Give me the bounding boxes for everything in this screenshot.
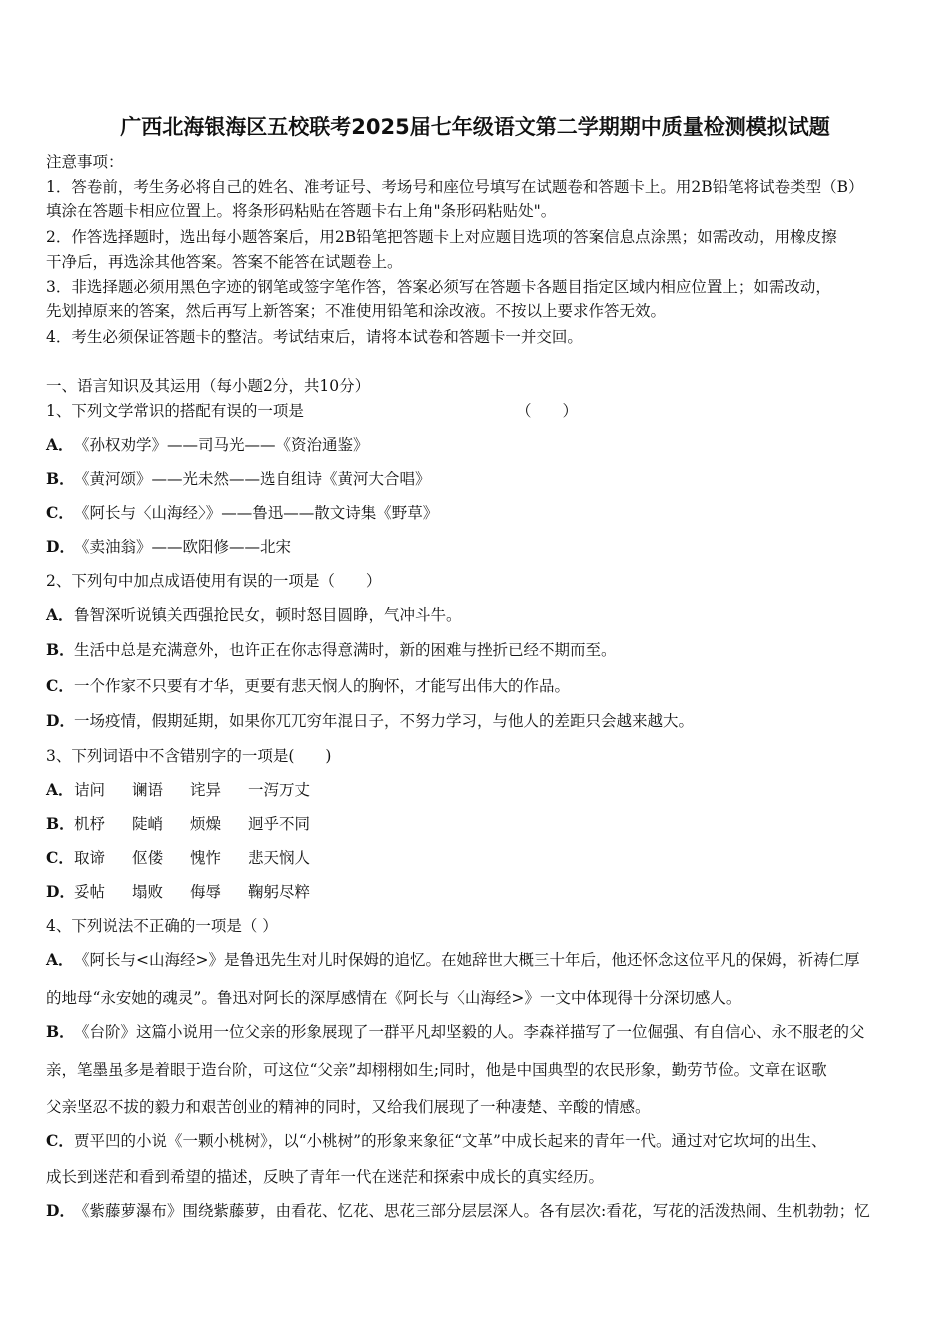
option-a — [46, 780, 310, 800]
option-word: 一泻万丈 — [248, 781, 311, 799]
notice-line: 1．答卷前，考生务必将自己的姓名、准考证号、考场号和座位号填写在试题卷和答题卡上。用2B铅笔将试卷类型（B） — [46, 178, 864, 196]
option-a — [46, 605, 462, 625]
option-word: 诘问 — [74, 781, 106, 799]
notice-line: 填涂在答题卡相应位置上。将条形码粘贴在答题卡右上角"条形码粘贴处"。 — [46, 202, 557, 220]
option-a — [46, 950, 859, 970]
option-word: 迥乎不同 — [248, 815, 311, 833]
option-label: C． — [46, 676, 74, 695]
question-2-stem: 2、下列句中加点成语使用有误的一项是（ ） — [46, 572, 382, 590]
option-d — [46, 1201, 870, 1221]
option-word: 妥帖 — [74, 883, 106, 901]
option-word: 诧异 — [190, 781, 222, 799]
option-text: 生活中总是充满意外，也许正在你志得意满时，新的困难与挫折已经不期而至。 — [74, 641, 617, 659]
question-1-stem — [46, 401, 304, 421]
option-c — [46, 676, 570, 696]
option-label: D． — [46, 882, 75, 901]
option-label: D． — [46, 1201, 75, 1220]
option-text: 《黄河颂》——光未然——选自组诗《黄河大合唱》 — [74, 470, 431, 488]
option-text: 贾平凹的小说《一颗小桃树》，以“小桃树”的形象来象征“文革”中成长起来的青年一代。通过对它坎坷的出生、 — [74, 1132, 827, 1150]
notice-heading: 注意事项： — [46, 153, 124, 171]
option-d — [46, 537, 291, 557]
option-label: C． — [46, 1131, 74, 1150]
option-text: 《孙权劝学》——司马光——《资治通鉴》 — [74, 436, 369, 454]
option-label: C． — [46, 503, 74, 522]
option-label: B． — [46, 814, 75, 833]
option-c — [46, 1131, 826, 1151]
option-text: 《阿长与〈山海经〉》——鲁迅——散文诗集《野草》 — [74, 504, 439, 522]
option-label: A． — [46, 435, 74, 454]
option-word: 谰语 — [132, 781, 164, 799]
option-a-continued: 的地母“永安她的魂灵”。鲁迅对阿长的深厚感情在《阿长与〈山海经>》一文中体现得十分深切感人。 — [46, 989, 742, 1007]
notice-line: 4．考生必须保证答题卡的整洁。考试结束后，请将本试卷和答题卡一并交回。 — [46, 328, 583, 346]
notice-line: 2．作答选择题时，选出每小题答案后，用2B铅笔把答题卡上对应题目选项的答案信息点涂黑；如需改动，用橡皮擦 — [46, 228, 837, 246]
section-heading: 一、语言知识及其运用（每小题2分，共10分） — [46, 377, 371, 395]
page-title: 广西北海银海区五校联考2025届七年级语文第二学期期中质量检测模拟试题 — [120, 115, 830, 139]
option-text: 《卖油翁》——欧阳修——北宋 — [74, 538, 292, 556]
option-label: B． — [46, 640, 75, 659]
option-text: 一个作家不只要有才华，更要有悲天悯人的胸怀，才能写出伟大的作品。 — [74, 677, 571, 695]
option-word: 悲天悯人 — [248, 849, 311, 867]
option-text: 《紫藤萝瀑布》围绕紫藤萝，由看花、忆花、思花三部分层层深人。各有层次:看花，写花的活泼热闹、生机勃勃；忆 — [74, 1202, 870, 1220]
option-text: 《阿长与<山海经>》是鲁迅先生对儿时保姆的追忆。在她辞世大概三十年后，他还怀念这位平凡的保姆，祈祷仁厚 — [74, 951, 860, 969]
option-d — [46, 711, 694, 731]
option-b — [46, 640, 617, 660]
option-text: 一场疫情，假期延期，如果你兀兀穷年混日子，不努力学习，与他人的差距只会越来越大。 — [74, 712, 695, 730]
option-b — [46, 814, 310, 834]
option-label: A． — [46, 780, 74, 799]
option-label: D． — [46, 711, 75, 730]
option-b — [46, 469, 431, 489]
question-1-text: 1、下列文学常识的搭配有误的一项是 — [46, 402, 304, 420]
option-word: 陡峭 — [132, 815, 164, 833]
option-b — [46, 1022, 865, 1042]
option-word: 机杼 — [74, 815, 106, 833]
option-word: 伛偻 — [132, 849, 164, 867]
option-d — [46, 882, 310, 902]
notice-line: 干净后，再选涂其他答案。答案不能答在试题卷上。 — [46, 253, 403, 271]
question-3-stem: 3、下列词语中不含错别字的一项是( ) — [46, 747, 332, 765]
question-4-stem: 4、下列说法不正确的一项是（ ） — [46, 917, 278, 935]
option-label: D． — [46, 537, 75, 556]
option-word: 烦燥 — [190, 815, 222, 833]
option-b-continued: 亲，笔墨虽多是着眼于造台阶，可这位“父亲”却栩栩如生;同时，他是中国典型的农民形象，勤劳节俭。文章在讴歌 — [46, 1061, 827, 1079]
option-label: B． — [46, 1022, 75, 1041]
option-c — [46, 848, 310, 868]
option-word: 塌败 — [132, 883, 164, 901]
option-word: 侮辱 — [190, 883, 222, 901]
option-word: 取谛 — [74, 849, 106, 867]
answer-parentheses: （ ） — [516, 402, 579, 420]
option-b-continued: 父亲坚忍不拔的毅力和艰苦创业的精神的同时，又给我们展现了一种凄楚、辛酸的情感。 — [46, 1098, 651, 1116]
notice-line: 先划掉原来的答案，然后再写上新答案；不准使用铅笔和涂改液。不按以上要求作答无效。 — [46, 302, 667, 320]
option-word: 鞠躬尽粹 — [248, 883, 311, 901]
option-label: A． — [46, 950, 74, 969]
option-label: B． — [46, 469, 75, 488]
option-text: 鲁智深听说镇关西强抢民女，顿时怒目圆睁，气冲斗牛。 — [74, 606, 462, 624]
option-label: C． — [46, 848, 74, 867]
option-text: 《台阶》这篇小说用一位父亲的形象展现了一群平凡却坚毅的人。李森祥描写了一位倔强、有自信心、永不服老的父 — [74, 1023, 865, 1041]
option-label: A． — [46, 605, 74, 624]
notice-line: 3．非选择题必须用黑色字迹的钢笔或签字笔作答，答案必须写在答题卡各题目指定区域内相应位置上；如需改动， — [46, 278, 831, 296]
option-c-continued: 成长到迷茫和看到希望的描述，反映了青年一代在迷茫和探索中成长的真实经历。 — [46, 1168, 605, 1186]
option-c — [46, 503, 438, 523]
option-a — [46, 435, 369, 455]
option-word: 愧怍 — [190, 849, 222, 867]
